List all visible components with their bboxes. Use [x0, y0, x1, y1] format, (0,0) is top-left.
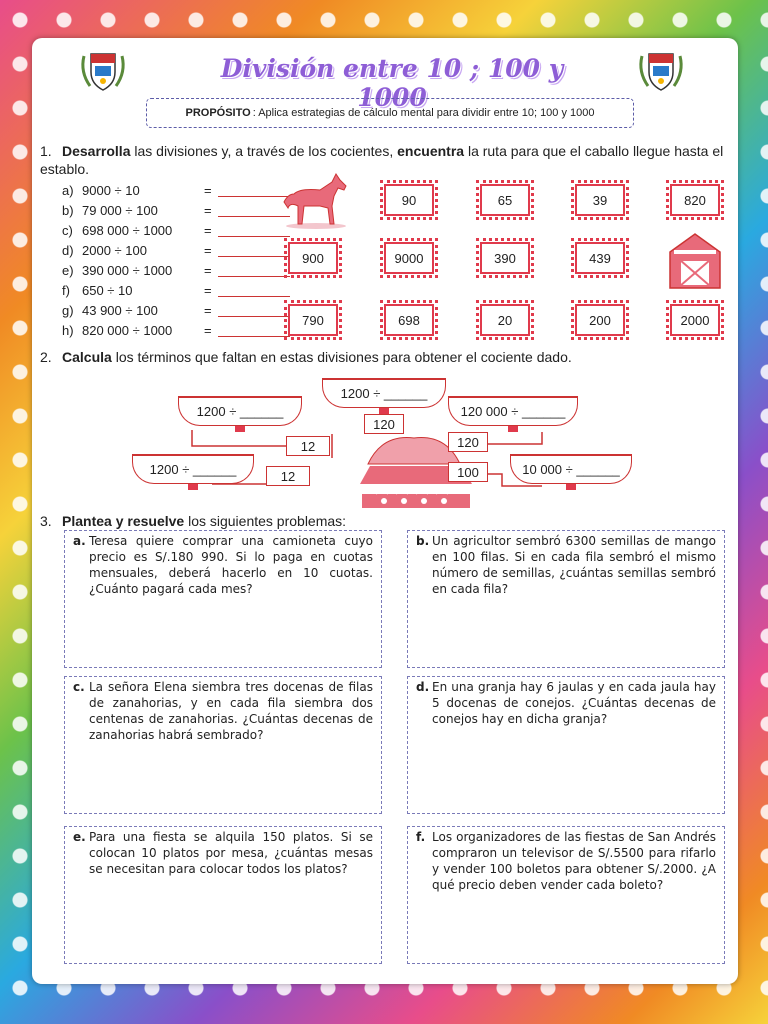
number-box: 20 [476, 300, 534, 340]
number-box: 90 [380, 180, 438, 220]
barn-icon [666, 230, 724, 290]
problem-a[interactable]: a. Teresa quiere comprar una camioneta cuyo precio es S/.180 990. Si lo paga en cuotas mensuales, deberá hacerlo en 10 cuotas. ¿Cuánto pagará cada mes? [64, 530, 382, 668]
page-title: División entre 10 ; 100 y 1000 [220, 54, 564, 112]
quotient-box: 12 [286, 436, 330, 456]
answer-line[interactable] [218, 244, 290, 257]
number-box: 390 [476, 238, 534, 278]
division-bowl: 1200 ÷ ______ [132, 454, 254, 484]
worksheet-paper [32, 38, 738, 984]
purpose-text: : Aplica estrategias de cálculo mental para dividir entre 10; 100 y 1000 [252, 107, 595, 119]
horse-icon [280, 172, 354, 230]
division-row: c) 698 000 ÷ 1000 = [62, 220, 290, 240]
division-row: b) 79 000 ÷ 100 = [62, 200, 290, 220]
question-3: 3. Plantea y resuelve los siguientes problemas: [40, 513, 347, 529]
number-box: 9000 [380, 238, 438, 278]
answer-line[interactable] [218, 324, 290, 337]
division-row: d) 2000 ÷ 100 = [62, 240, 290, 260]
problem-b[interactable]: b. Un agricultor sembró 6300 semillas de mango en 100 filas. Si en cada fila sembró el mismo número de semillas, ¿cuántas semillas sembró en cada fila? [407, 530, 725, 668]
question-2: 2. Calcula los términos que faltan en estas divisiones para obtener el cociente dado. [40, 349, 572, 365]
problem-c[interactable]: c. La señora Elena siembra tres docenas de filas de zanahorias, y en cada fila siembra dos centenas de zanahorias. ¿Cuántas decenas de zanahorias habrá sembrado? [64, 676, 382, 814]
problem-f[interactable]: f. Los organizadores de las fiestas de San Andrés compraron un televisor de S/.5500 para rifarlo y vender 100 boletos para obtener S/.2000. ¿A qué precio deben vender cada boleto? [407, 826, 725, 964]
answer-line[interactable] [218, 304, 290, 317]
number-box: 65 [476, 180, 534, 220]
division-row: a) 9000 ÷ 10 = [62, 180, 290, 200]
school-crest-icon [78, 46, 128, 94]
answer-line[interactable] [218, 264, 290, 277]
number-box: 200 [571, 300, 629, 340]
school-crest-icon [636, 46, 686, 94]
problem-e[interactable]: e. Para una fiesta se alquila 150 platos. Si se colocan 10 platos por mesa, ¿cuántas mesas se necesitan para colocar todos los platos? [64, 826, 382, 964]
number-box: 900 [284, 238, 342, 278]
purpose-label: PROPÓSITO [185, 107, 251, 119]
number-box: 39 [571, 180, 629, 220]
quotient-box: 100 [448, 462, 488, 482]
division-row: g) 43 900 ÷ 100 = [62, 300, 290, 320]
purpose-box [146, 98, 634, 128]
division-bowl: 1200 ÷ ______ [178, 396, 302, 426]
problem-d[interactable]: d. En una granja hay 6 jaulas y en cada jaula hay 5 docenas de conejos. ¿Cuántas decenas de conejos hay en dicha granja? [407, 676, 725, 814]
number-box: 698 [380, 300, 438, 340]
number-box: 439 [571, 238, 629, 278]
quotient-box: 120 [448, 432, 488, 452]
division-row: e) 390 000 ÷ 1000 = [62, 260, 290, 280]
quotient-box: 12 [266, 466, 310, 486]
division-bowl: 1200 ÷ ______ [322, 378, 446, 408]
number-box: 790 [284, 300, 342, 340]
division-row: f) 650 ÷ 10 = [62, 280, 290, 300]
division-row: h) 820 000 ÷ 1000 = [62, 320, 290, 340]
number-box: 2000 [666, 300, 724, 340]
quotient-box: 120 [364, 414, 404, 434]
division-bowl: 120 000 ÷ ______ [448, 396, 578, 426]
division-bowl: 10 000 ÷ ______ [510, 454, 632, 484]
division-list [62, 180, 290, 340]
question-1: 1. Desarrolla las divisiones y, a través de los cocientes, encuentra la ruta para que el caballo llegue hasta el establo. [40, 143, 724, 177]
answer-line[interactable] [218, 284, 290, 297]
number-box: 820 [666, 180, 724, 220]
